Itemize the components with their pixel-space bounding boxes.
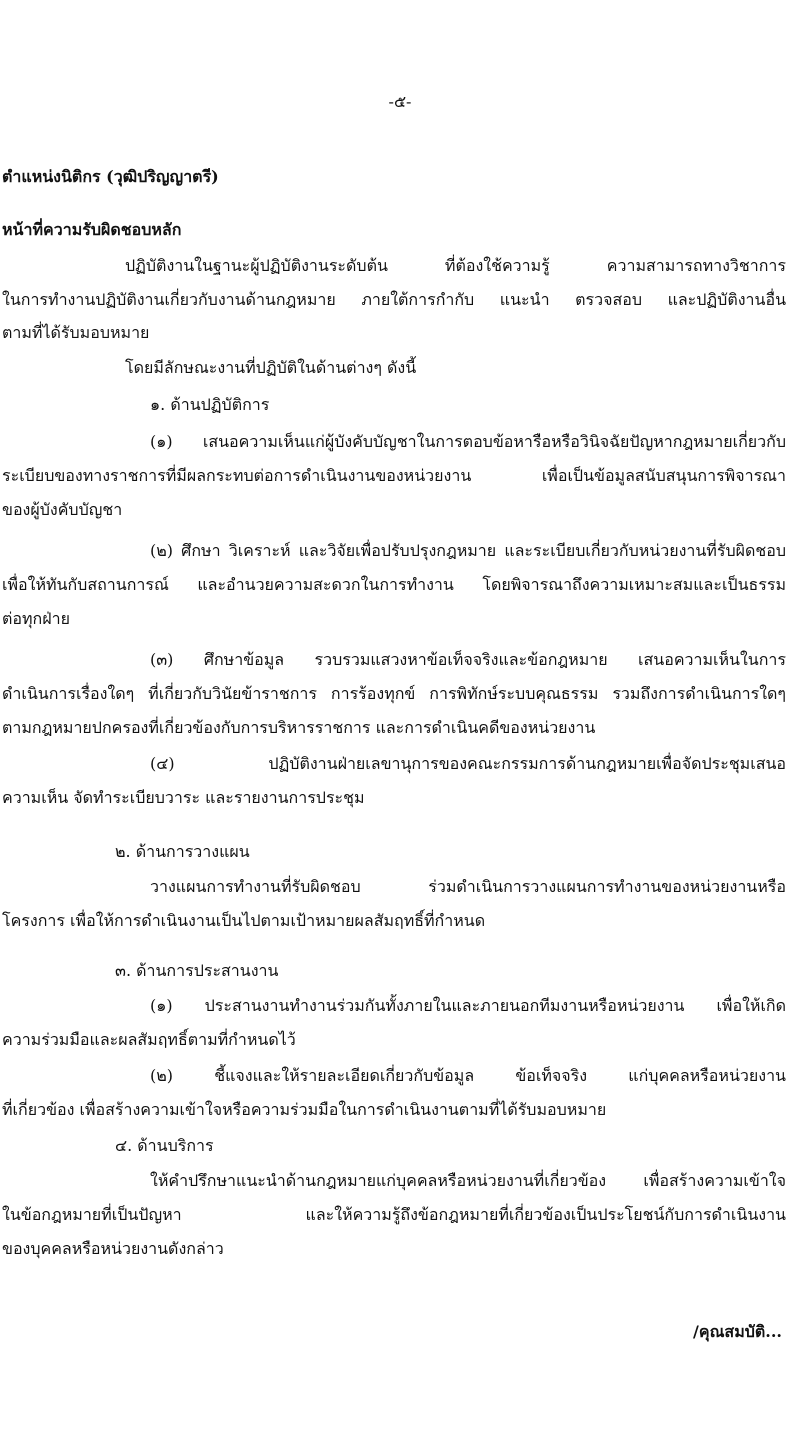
section-3-heading: ๓. ด้านการประสานงาน bbox=[115, 961, 279, 980]
s1-item3-line2: ดำเนินการเรื่องใดๆ ที่เกี่ยวกับวินัยข้าราชการ การร้องทุกข์ การพิทักษ์ระบบคุณธรรม รวมถึงการดำเนินการใดๆ bbox=[2, 684, 786, 703]
continuation-note: /คุณสมบัติ... bbox=[693, 1322, 782, 1341]
s3-item1-line1: (๑) ประสานงานทำงานร่วมกันทั้งภายในและภายนอกทีมงานหรือหน่วยงาน เพื่อให้เกิด bbox=[150, 996, 786, 1015]
s1-item2-line1: (๒) ศึกษา วิเคราะห์ และวิจัยเพื่อปรับปรุงกฎหมาย และระเบียบเกี่ยวกับหน่วยงานที่รับผิดชอบ bbox=[150, 541, 786, 560]
s1-item3-line1: (๓) ศึกษาข้อมูล รวบรวมแสวงหาข้อเท็จจริงและข้อกฎหมาย เสนอความเห็นในการ bbox=[150, 650, 786, 669]
s4-line2: ในข้อกฎหมายที่เป็นปัญหา และให้ความรู้ถึงข้อกฎหมายที่เกี่ยวข้องเป็นประโยชน์กับการดำเนินงาน bbox=[2, 1205, 786, 1224]
duties-heading: หน้าที่ความรับผิดชอบหลัก bbox=[2, 220, 182, 239]
s1-item3-line3: ตามกฎหมายปกครองที่เกี่ยวข้องกับการบริหารราชการ และการดำเนินคดีของหน่วยงาน bbox=[2, 718, 596, 737]
s4-line1: ให้คำปรึกษาแนะนำด้านกฎหมายแก่บุคคลหรือหน่วยงานที่เกี่ยวข้อง เพื่อสร้างความเข้าใจ bbox=[150, 1171, 786, 1190]
s1-item1-line2: ระเบียบของทางราชการที่มีผลกระทบต่อการดำเนินงานของหน่วยงาน เพื่อเป็นข้อมูลสนับสนุนการพิจารณา bbox=[2, 466, 786, 485]
s4-line3: ของบุคคลหรือหน่วยงานดังกล่าว bbox=[2, 1239, 224, 1258]
s2-line2: โครงการ เพื่อให้การดำเนินงานเป็นไปตามเป้าหมายผลสัมฤทธิ์ที่กำหนด bbox=[2, 911, 486, 930]
s3-item2-line1: (๒) ชี้แจงและให้รายละเอียดเกี่ยวกับข้อมูล ข้อเท็จจริง แก่บุคคลหรือหน่วยงาน bbox=[150, 1066, 786, 1085]
position-title: ตำแหน่งนิติกร (วุฒิปริญญาตรี) bbox=[2, 167, 219, 186]
s1-item2-line3: ต่อทุกฝ่าย bbox=[2, 609, 70, 628]
intro-line-3: ตามที่ได้รับมอบหมาย bbox=[2, 323, 150, 342]
section-4-heading: ๔. ด้านบริการ bbox=[115, 1136, 214, 1155]
s1-item4-line2: ความเห็น จัดทำระเบียบวาระ และรายงานการประชุม bbox=[2, 788, 365, 807]
s1-item4-line1: (๔) ปฏิบัติงานฝ่ายเลขานุการของคณะกรรมการด้านกฎหมายเพื่อจัดประชุมเสนอ bbox=[150, 754, 786, 773]
s3-item1-line2: ความร่วมมือและผลสัมฤทธิ์ตามที่กำหนดไว้ bbox=[2, 1030, 296, 1049]
intro-line-2: ในการทำงานปฏิบัติงานเกี่ยวกับงานด้านกฎหมาย ภายใต้การกำกับ แนะนำ ตรวจสอบ และปฏิบัติงานอื่น bbox=[2, 290, 786, 309]
s2-line1: วางแผนการทำงานที่รับผิดชอบ ร่วมดำเนินการวางแผนการทำงานของหน่วยงานหรือ bbox=[150, 877, 786, 896]
s1-item1-line3: ของผู้บังคับบัญชา bbox=[2, 500, 123, 519]
s3-item2-line2: ที่เกี่ยวข้อง เพื่อสร้างความเข้าใจหรือความร่วมมือในการดำเนินงานตามที่ได้รับมอบหมาย bbox=[2, 1100, 607, 1119]
page-number: -๕- bbox=[388, 92, 412, 111]
s1-item2-line2: เพื่อให้ทันกับสถานการณ์ และอำนวยความสะดวกในการทำงาน โดยพิจารณาถึงความเหมาะสมและเป็นธรรม bbox=[2, 575, 786, 594]
intro-line-1: ปฏิบัติงานในฐานะผู้ปฏิบัติงานระดับต้น ที่ต้องใช้ความรู้ ความสามารถทางวิชาการ bbox=[125, 256, 786, 275]
section-1-heading: ๑. ด้านปฏิบัติการ bbox=[150, 395, 270, 414]
s1-item1-line1: (๑) เสนอความเห็นแก่ผู้บังคับบัญชาในการตอบข้อหารือหรือวินิจฉัยปัญหากฎหมายเกี่ยวกับ bbox=[150, 432, 786, 451]
section-2-heading: ๒. ด้านการวางแผน bbox=[115, 842, 250, 861]
characteristics-line: โดยมีลักษณะงานที่ปฏิบัติในด้านต่างๆ ดังนี้ bbox=[125, 358, 417, 377]
